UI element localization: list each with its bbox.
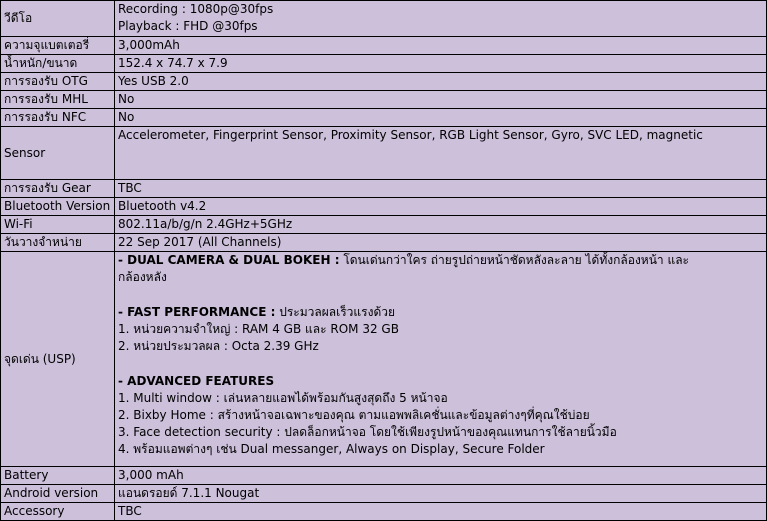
value-weight-size: 152.4 x 74.7 x 7.9 <box>115 55 767 73</box>
usp-advanced-item: 1. Multi window : เล่นหลายแอพได้พร้อมกันสูงสุดถึง 5 หน้าจอ <box>118 391 448 405</box>
label-video: วีดีโอ <box>1 1 115 37</box>
row-wifi <box>1 216 767 234</box>
value-bluetooth: Bluetooth v4.2 <box>115 198 767 216</box>
value-gear: TBC <box>115 180 767 198</box>
usp-advanced-heading: - ADVANCED FEATURES <box>118 374 275 388</box>
usp-advanced-item: 4. พร้อมแอพต่างๆ เช่น Dual messanger, Always on Display, Secure Folder <box>118 442 545 456</box>
value-release: 22 Sep 2017 (All Channels) <box>115 234 767 252</box>
value-video <box>115 1 767 37</box>
label-release: วันวางจำหน่าย <box>1 234 115 252</box>
spacer <box>118 355 763 373</box>
value-mhl: No <box>115 91 767 109</box>
label-sensor: Sensor <box>1 127 115 180</box>
row-release <box>1 234 767 252</box>
value-android: แอนดรอยด์ 7.1.1 Nougat <box>115 485 767 503</box>
usp-advanced-item: 3. Face detection security : ปลดล็อกหน้าจอ โดยใช้เพียงรูปหน้าของคุณแทนการใช้ลายนิ้วมือ <box>118 425 617 439</box>
value-battery-capacity: 3,000mAh <box>115 37 767 55</box>
value-battery: 3,000 mAh <box>115 467 767 485</box>
value-otg: Yes USB 2.0 <box>115 73 767 91</box>
usp-advanced-item: 2. Bixby Home : สร้างหน้าจอเฉพาะของคุณ ตามแอพพลิเคชั่นและข้อมูลต่างๆที่คุณใช้บ่อย <box>118 408 590 422</box>
row-accessory <box>1 503 767 521</box>
value-accessory: TBC <box>115 503 767 521</box>
label-nfc: การรองรับ NFC <box>1 109 115 127</box>
row-sensor <box>1 127 767 180</box>
usp-camera-text: โดนเด่นกว่าใคร ถ่ายรูปถ่ายหน้าชัดหลังละลาย ได้ทั้งกล้องหน้า และ <box>339 253 690 267</box>
value-usp <box>115 252 767 467</box>
row-battery-capacity <box>1 37 767 55</box>
label-gear: การรองรับ Gear <box>1 180 115 198</box>
label-otg: การรองรับ OTG <box>1 73 115 91</box>
row-bluetooth <box>1 198 767 216</box>
video-recording: Recording : 1080p@30fps <box>118 2 274 16</box>
label-wifi: Wi-Fi <box>1 216 115 234</box>
usp-camera <box>118 252 763 269</box>
value-nfc: No <box>115 109 767 127</box>
value-wifi: 802.11a/b/g/n 2.4GHz+5GHz <box>115 216 767 234</box>
usp-performance-heading: - FAST PERFORMANCE : <box>118 305 276 319</box>
label-mhl: การรองรับ MHL <box>1 91 115 109</box>
usp-performance-item: 1. หน่วยความจำใหญ่ : RAM 4 GB และ ROM 32 GB <box>118 322 399 336</box>
usp-camera-text-2: กล้องหลัง <box>118 270 167 284</box>
label-android: Android version <box>1 485 115 503</box>
row-battery <box>1 467 767 485</box>
row-usp <box>1 252 767 467</box>
video-playback: Playback : FHD @30fps <box>118 19 258 33</box>
usp-performance-text: ประมวลผลเร็วแรงด้วย <box>275 305 396 319</box>
label-battery: Battery <box>1 467 115 485</box>
value-sensor: Accelerometer, Fingerprint Sensor, Proximity Sensor, RGB Light Sensor, Gyro, SVC LED, magnetic <box>115 127 767 180</box>
spacer <box>118 286 763 304</box>
row-video <box>1 1 767 37</box>
label-battery-capacity: ความจุแบตเตอรี่ <box>1 37 115 55</box>
label-usp: จุดเด่น (USP) <box>1 252 115 467</box>
label-bluetooth: Bluetooth Version <box>1 198 115 216</box>
label-weight-size: น้ำหนัก/ขนาด <box>1 55 115 73</box>
usp-camera-heading: - DUAL CAMERA & DUAL BOKEH : <box>118 253 340 267</box>
row-otg <box>1 73 767 91</box>
row-gear <box>1 180 767 198</box>
row-mhl <box>1 91 767 109</box>
row-android <box>1 485 767 503</box>
usp-performance <box>118 304 763 321</box>
label-accessory: Accessory <box>1 503 115 521</box>
row-weight-size <box>1 55 767 73</box>
row-nfc <box>1 109 767 127</box>
usp-performance-item: 2. หน่วยประมวลผล : Octa 2.39 GHz <box>118 339 319 353</box>
